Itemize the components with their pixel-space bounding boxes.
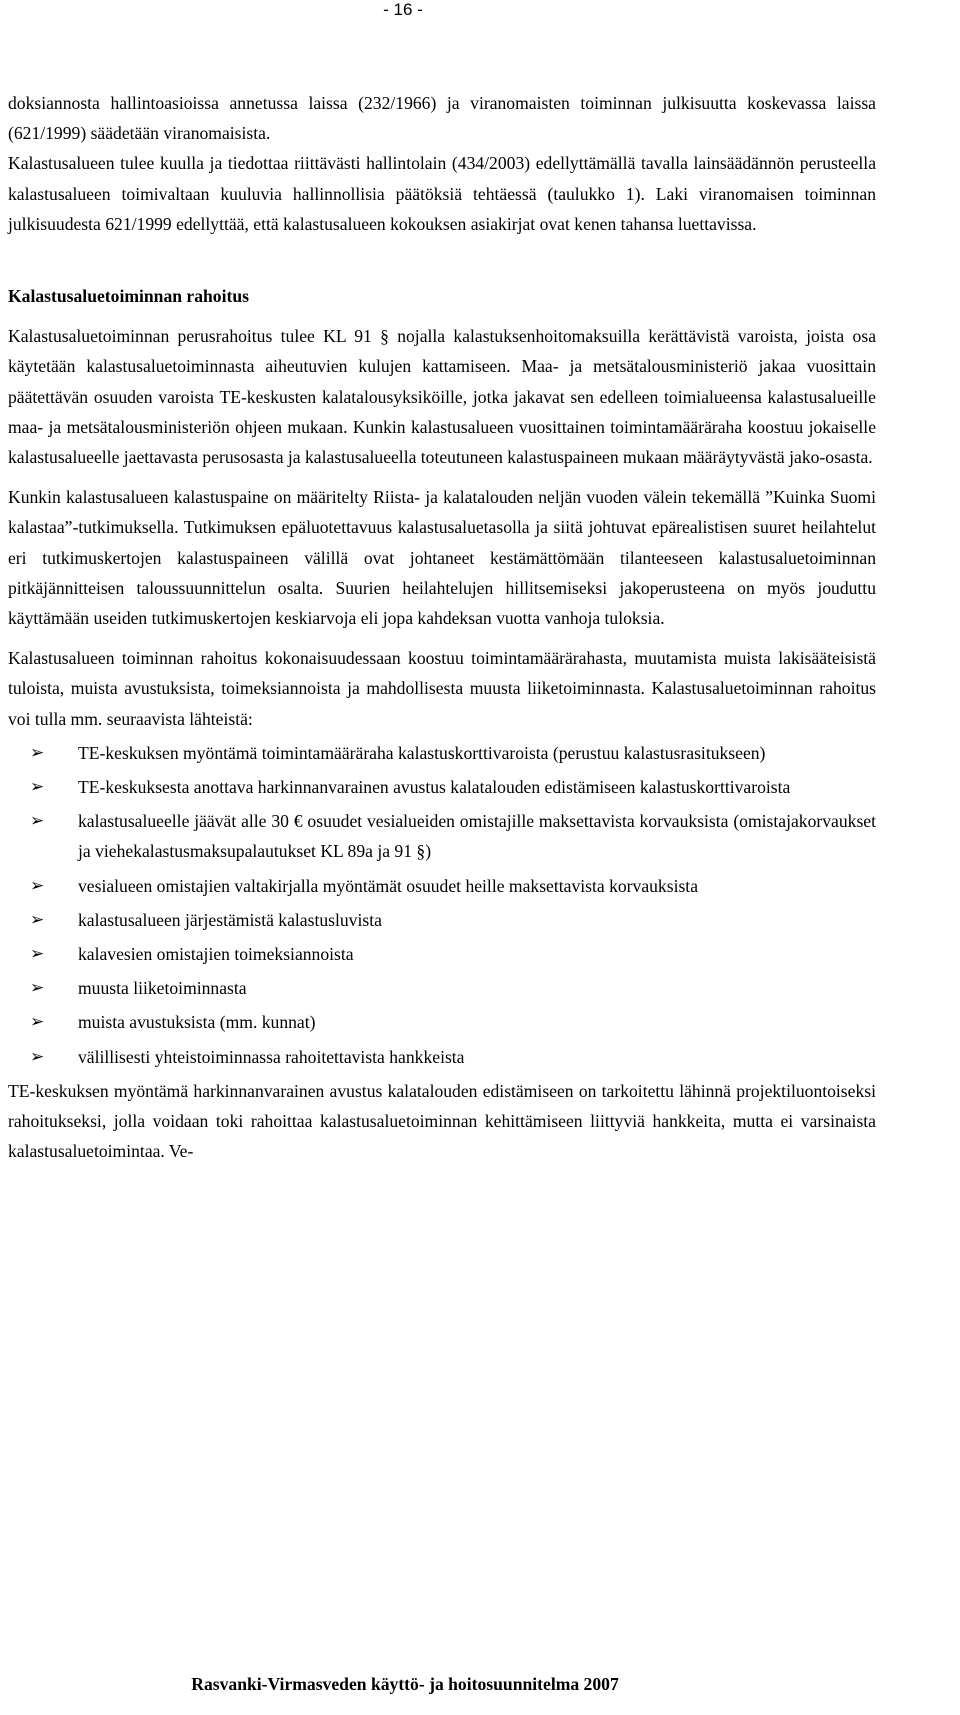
- list-item: ➢ kalastusalueen järjestämistä kalastusluvista: [8, 905, 876, 935]
- arrow-bullet-icon: ➢: [30, 1046, 45, 1067]
- paragraph-discretionary-grant: TE-keskuksen myöntämä harkinnanvarainen avustus kalatalouden edistämiseen on tarkoitettu lähinnä projektiluontoiseksi rahoitukseksi, jolla voidaan toki rahoittaa kalastusaluetoiminnan kehittämiseen liittyviä hankkeita, mutta ei varsinaista kalastusaluetoimintaa. Ve-: [8, 1080, 876, 1162]
- paragraph-base-funding: Kalastusaluetoiminnan perusrahoitus tulee KL 91 § nojalla kalastuksenhoitomaksuilla kerättävistä varoista, joista osa käytetään kalastusaluetoiminnasta aiheutuvien kulujen kattamiseen. Maa- ja metsätalousministeriö jakaa vuosittain päätettävän osuuden varoista TE-keskusten kalatalousyksiköille, jotka jakavat sen edelleen toimialueensa kalastusalueille maa- ja metsätalousministeriön ohjeen mukaan. Kunkin kalastusalueen vuosittainen toimintamääräraha koostuu jokaiselle kalastusalueelle jaettavasta perusosasta ja kalastusalueella toteutuneen kalastuspaineen mukaan määräytyvästä jako-osasta.: [8, 326, 876, 468]
- list-item: ➢ muista avustuksista (mm. kunnat): [8, 1007, 876, 1037]
- list-item: ➢ välillisesti yhteistoiminnassa rahoitettavista hankkeista: [8, 1042, 876, 1072]
- paragraph-fishing-pressure: Kunkin kalastusalueen kalastuspaine on määritelty Riista- ja kalatalouden neljän vuoden välein tekemällä ”Kuinka Suomi kalastaa”-tutkimuksella. Tutkimuksen epäluotettavuus kalastusaluetasolla ja siitä johtuvat epärealistisen suuret heilahtelut eri tutkimuskertojen kalastuspaineen välillä ovat johtaneet kestämättömään tilanteeseen kalastusaluetoiminnan pitkäjännitteisen taloussuunnittelun osalta. Suurien heilahtelujen hillitsemiseksi jakoperusteena on myös jouduttu käyttämään useiden tutkimuskertojen keskiarvoja eli jopa kahdeksan vuotta vanhoja tuloksia.: [8, 487, 876, 629]
- list-item: ➢ muusta liiketoiminnasta: [8, 973, 876, 1003]
- funding-source-list: [8, 738, 876, 1072]
- document-body: [8, 88, 876, 1167]
- arrow-bullet-icon: ➢: [30, 742, 45, 763]
- arrow-bullet-icon: ➢: [30, 777, 45, 798]
- list-item: ➢ TE-keskuksesta anottava harkinnanvarainen avustus kalatalouden edistämiseen kalastuskorttivaroista: [8, 772, 876, 802]
- paragraph-consultation: Kalastusalueen tulee kuulla ja tiedottaa riittävästi hallintolain (434/2003) edellyttämällä tavalla lainsäädännön perusteella kalastusalueen toimivaltaan kuuluvia hallinnollisia päätöksiä tehtäessä (taulukko 1). Laki viranomaisen toiminnan julkisuudesta 621/1999 edellyttää, että kalastusalueen kokouksen asiakirjat ovat kenen tahansa luettavissa.: [8, 153, 876, 234]
- page-footer: Rasvanki-Virmasveden käyttö- ja hoitosuunnitelma 2007: [191, 1674, 619, 1694]
- list-item: ➢ kalavesien omistajien toimeksiannoista: [8, 939, 876, 969]
- list-item: ➢ kalastusalueelle jäävät alle 30 € osuudet vesialueiden omistajille maksettavista korvauksista (omistajakorvaukset ja viehekalastusmaksupalautukset KL 89a ja 91 §): [8, 806, 876, 866]
- arrow-bullet-icon: ➢: [30, 875, 45, 896]
- arrow-bullet-icon: ➢: [30, 944, 45, 965]
- list-item: ➢ vesialueen omistajien valtakirjalla myöntämät osuudet heille maksettavista korvauksista: [8, 871, 876, 901]
- page-number: - 16 -: [383, 0, 423, 19]
- paragraph-funding-sources: Kalastusalueen toiminnan rahoitus kokonaisuudessaan koostuu toimintamäärärahasta, muutamista muista lakisääteisistä tuloista, muista avustuksista, toimeksiannoista ja mahdollisesta muusta liiketoiminnasta. Kalastusaluetoiminnan rahoitus voi tulla mm. seuraavista lähteistä:: [8, 648, 876, 729]
- paragraph-continued: doksiannosta hallintoasioissa annetussa laissa (232/1966) ja viranomaisten toiminnan julkisuutta koskevassa laissa (621/1999) säädetään viranomaisista.: [8, 93, 876, 144]
- arrow-bullet-icon: ➢: [30, 978, 45, 999]
- section-heading: Kalastusaluetoiminnan rahoitus: [8, 286, 249, 307]
- arrow-bullet-icon: ➢: [30, 811, 45, 832]
- arrow-bullet-icon: ➢: [30, 1012, 45, 1033]
- arrow-bullet-icon: ➢: [30, 909, 45, 930]
- list-item: ➢ TE-keskuksen myöntämä toimintamääräraha kalastuskorttivaroista (perustuu kalastusrasitukseen): [8, 738, 876, 768]
